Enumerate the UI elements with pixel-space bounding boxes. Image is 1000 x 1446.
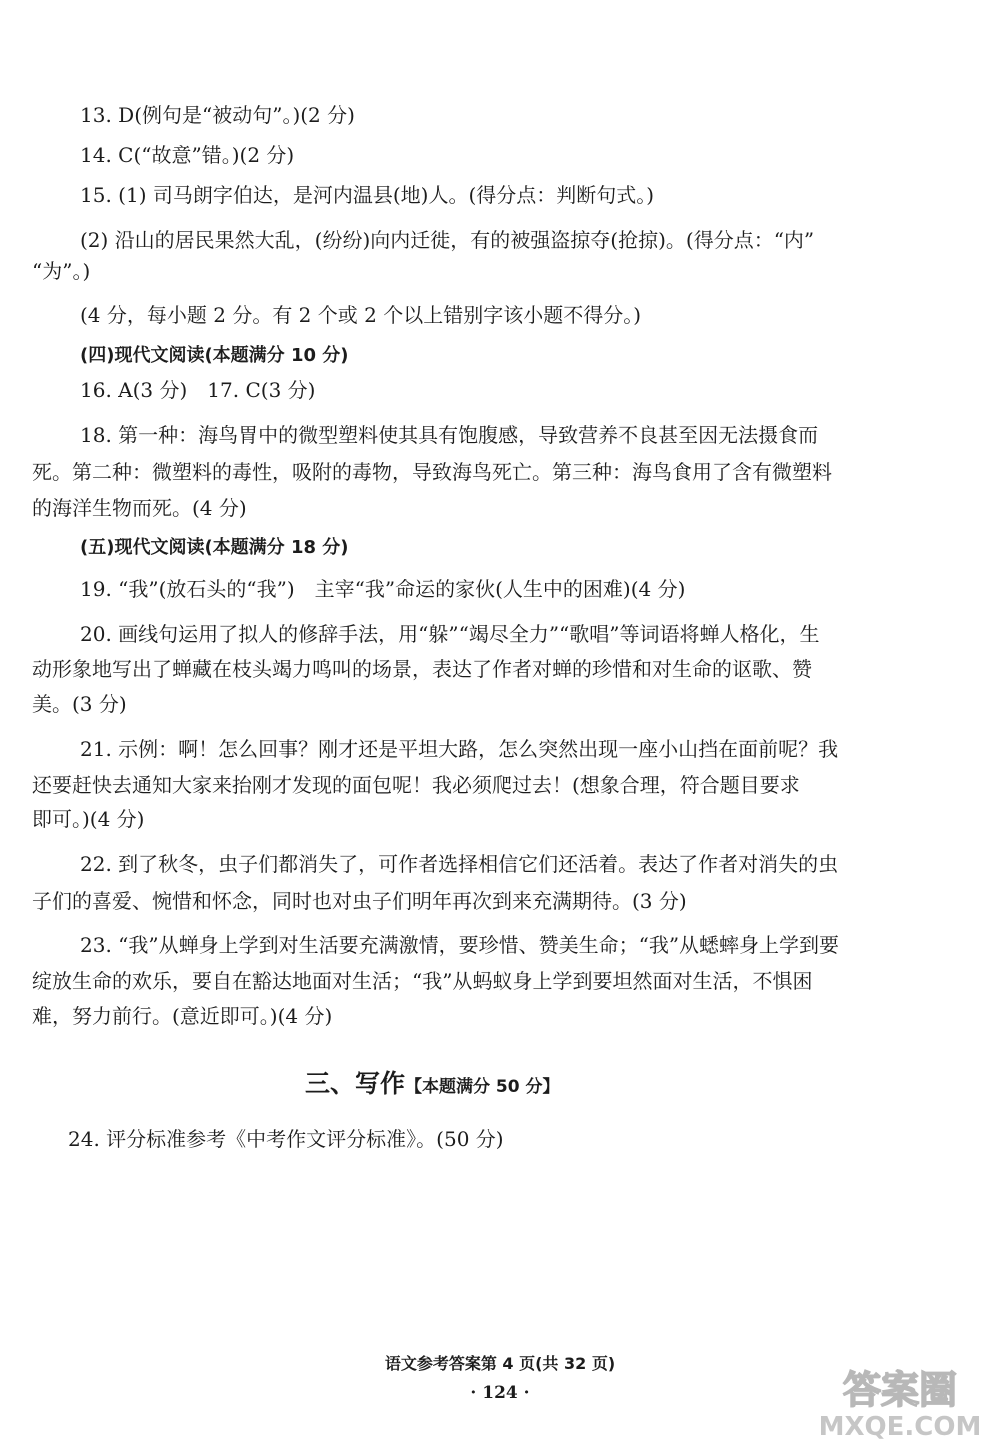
page-info: 语文参考答案第 4 页(共 32 页) — [384, 1354, 616, 1373]
answer-21-cont-1: 还要赶快去通知大家来抬刚才发现的面包呢！我必须爬过去！(想象合理，符合题目要求 — [32, 773, 800, 797]
answer-24: 24. 评分标准参考《中考作文评分标准》。(50 分) — [68, 1127, 504, 1151]
watermark-bottom-text: MXQE.COM — [818, 1412, 982, 1439]
writing-section-title: 三、写作 — [305, 1069, 406, 1098]
answer-23: 23. “我”从蝉身上学到对生活要充满激情，要珍惜、赞美生命；“我”从蟋蟀身上学到要 — [80, 933, 840, 957]
answer-19: 19. “我”(放石头的“我”) 主宰“我”命运的家伙(人生中的困难)(4 分) — [80, 577, 686, 601]
answer-22: 22. 到了秋冬，虫子们都消失了，可作者选择相信它们还活着。表达了作者对消失的虫 — [80, 852, 839, 876]
watermark-logo — [812, 1365, 990, 1439]
answer-23-cont-2: 难，努力前行。(意近即可。)(4 分) — [32, 1004, 333, 1028]
answer-15-2-cont: “为”。) — [32, 259, 91, 283]
answer-20-cont-1: 动形象地写出了蝉藏在枝头竭力鸣叫的场景，表达了作者对蝉的珍惜和对生命的讴歌、赞 — [32, 657, 812, 681]
answer-21-cont-2: 即可。)(4 分) — [32, 807, 145, 831]
answer-15-note: (4 分，每小题 2 分。有 2 个或 2 个以上错别字该小题不得分。) — [80, 303, 642, 327]
answer-15-2: (2) 沿山的居民果然大乱，(纷纷)向内迁徙，有的被强盗掠夺(抢掠)。(得分点：“内” — [80, 228, 815, 252]
answer-22-cont: 子们的喜爱、惋惜和怀念，同时也对虫子们明年再次到来充满期待。(3 分) — [32, 889, 687, 913]
writing-section-score: 【本题满分 50 分】 — [405, 1077, 560, 1097]
answer-18-cont-1: 死。第二种：微塑料的毒性，吸附的毒物，导致海鸟死亡。第三种：海鸟食用了含有微塑料 — [32, 460, 832, 484]
answer-18-cont-2: 的海洋生物而死。(4 分) — [32, 496, 247, 520]
watermark-top-text: 答案圈 — [842, 1368, 958, 1412]
answer-15-1: 15. (1) 司马朗字伯达，是河内温县(地)人。(得分点：判断句式。) — [80, 183, 655, 207]
answer-14: 14. C(“故意”错。)(2 分) — [80, 143, 295, 167]
section-5-heading: (五)现代文阅读(本题满分 18 分) — [80, 537, 349, 558]
writing-section-heading — [305, 1064, 560, 1100]
section-4-heading: (四)现代文阅读(本题满分 10 分) — [80, 345, 349, 366]
answer-13: 13. D(例句是“被动句”。)(2 分) — [80, 103, 355, 127]
answer-20: 20. 画线句运用了拟人的修辞手法，用“躲”“竭尽全力”“歌唱”等词语将蝉人格化，生 — [80, 622, 820, 646]
answer-21: 21. 示例：啊！怎么回事？刚才还是平坦大路，怎么突然出现一座小山挡在面前呢？我 — [80, 737, 839, 761]
answer-16-17: 16. A(3 分) 17. C(3 分) — [80, 378, 316, 402]
answer-18: 18. 第一种：海鸟胃中的微型塑料使其具有饱腹感，导致营养不良甚至因无法摄食而 — [80, 423, 819, 447]
answer-20-cont-2: 美。(3 分) — [32, 692, 127, 716]
answer-23-cont-1: 绽放生命的欢乐，要自在豁达地面对生活；“我”从蚂蚁身上学到要坦然面对生活，不惧困 — [32, 969, 813, 993]
page-number: · 124 · — [470, 1383, 530, 1403]
